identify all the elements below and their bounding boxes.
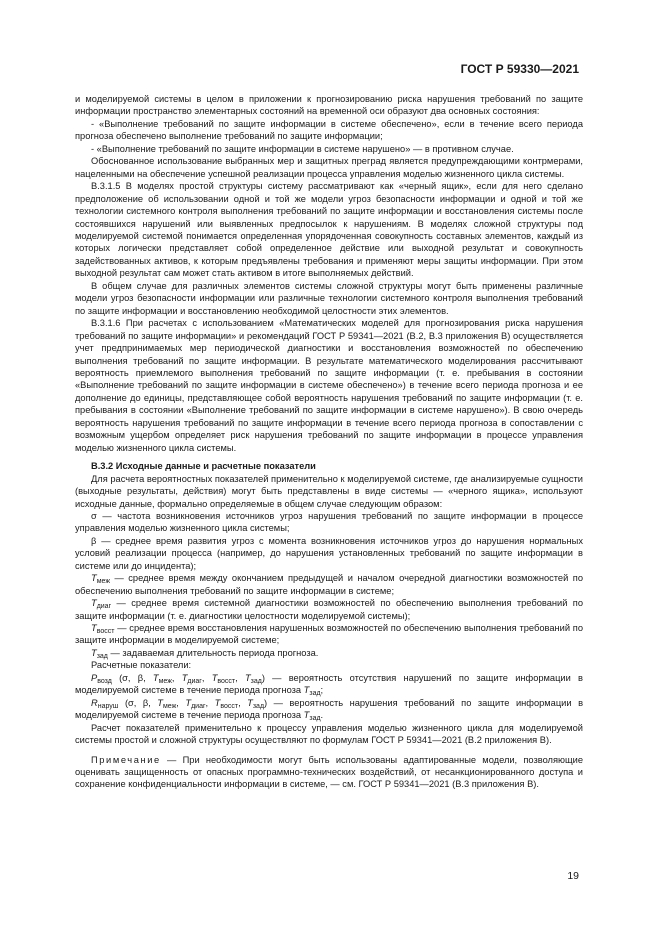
comma: , [201, 672, 212, 683]
paragraph: и моделируемой системы в целом в приложении к прогнозированию риска нарушения требований по защите информации пространство элементарных состояний на временной оси образуют два основных состояния: [75, 94, 583, 117]
list-item: - «Выполнение требований по защите информации в системе обеспечено», если в течение всего периода прогноза обеспечено выполнение требований по защите информации; [75, 118, 583, 142]
subscript: возд [97, 677, 112, 685]
semicolon: ; [320, 685, 324, 696]
comma: , [235, 672, 245, 683]
symbol-t: T [303, 710, 310, 721]
definition-text: — среднее время восстановления нарушенных возможностей по обеспечению выполнения требований по защите информации в моделируемой системе; [75, 623, 583, 646]
section-heading: В.3.2 Исходные данные и расчетные показатели [91, 461, 316, 472]
symbol-t: T [91, 623, 97, 634]
paragraph: Обоснованное использование выбранных мер и защитных преград является предупреждающими контрмерами, нацеленными на обеспечение успешной реализации процесса управления моделью жизненного цикла системы. [75, 156, 583, 179]
subscript: зад [309, 690, 321, 698]
definition-beta: β — среднее время развития угроз с момента возникновения источников угроз до нарушения нормальных условий реализации процесса (например, до нарушения установленных требований по защите информации в системе или до инцидента); [75, 535, 583, 571]
subscript: наруш [97, 702, 119, 710]
subscript: восст [220, 702, 239, 710]
subscript: восст [217, 677, 236, 685]
subscript: диаг [96, 603, 112, 611]
subscript: меж [96, 578, 110, 586]
subscript: меж [162, 702, 177, 710]
subscript: диаг [191, 702, 206, 710]
paragraph: Для расчета вероятностных показателей применительно к моделируемой системе, где анализируемые сущности (выходные результаты, действия) могут быть представлены в виде системы — «черного ящика», используют исходные данные, формально определяемые в общем случае следующим образом: [75, 473, 583, 509]
note [75, 754, 583, 791]
definition-t-vosst [75, 622, 583, 647]
subscript: зад [252, 702, 265, 710]
definition-text: — среднее время между окончанием предыдущей и началом очередной диагностики возможностей по обеспечению выполнения требований по защите информации в системе; [75, 573, 583, 596]
paragraph: Расчетные показатели: [91, 660, 192, 671]
note-label: Примечание [91, 754, 161, 765]
page-content [75, 93, 583, 791]
symbol-t: T [157, 697, 163, 708]
symbol-t: T [303, 685, 310, 696]
indicator-text: ) — вероятность отсутствия нарушений по защите информации в моделируемой системе в течение периода прогноза [75, 672, 583, 696]
paragraph: В.3.1.5 В моделях простой структуры систему рассматривают как «черный ящик», если для него сделано предположение об использовании одной и той же модели угроз безопасности информации и одной и той же технологии системного контроля выполнения требований по защите информации и восстановления системы после состоявшихся нарушений или выявленных предпосылок к нарушениям. В моделях сложной структуры под моделируемой системой понимается определенная упорядоченная совокупность составных элементов, каждый из которых логически представляет собой определенное действие или выходной результат и совокупность задействованных активов, к которым предъявлены требования и применяют меры защиты информации. При этом выходной результат сам может стать активом в итоге выполняемых действий. [75, 181, 583, 279]
symbol-t: T [181, 672, 188, 683]
symbol-t: T [91, 573, 97, 584]
indicator-r-narush [75, 697, 583, 722]
symbol-r: R [91, 697, 98, 708]
comma: , [171, 672, 182, 683]
symbol-t: T [185, 697, 192, 708]
symbol-t: T [91, 647, 97, 658]
paragraph: В общем случае для различных элементов системы сложной структуры могут быть применены различные модели угроз безопасности информации или различные технологии системного контроля выполнения требований по защите информации и восстановлению необходимой целостности этих элементов. [75, 280, 583, 316]
definition-text: — задаваемая длительность периода прогноза. [107, 647, 319, 658]
symbol-t: T [152, 672, 159, 683]
page-number: 19 [567, 870, 579, 882]
paragraph: Расчет показателей применительно к процессу управления моделью жизненного цикла для моделируемой системы простой и сложной структуры осуществляют по формулам ГОСТ Р 59341—2021 (В.2 приложения В). [75, 722, 583, 746]
subscript: меж [158, 677, 172, 685]
list-item: - «Выполнение требований по защите информации в системе нарушено» — в противном случае. [91, 143, 514, 154]
args-open: (σ, β, [119, 672, 153, 683]
subscript: диаг [187, 677, 202, 685]
args-open: (σ, β, [124, 697, 158, 708]
symbol-p: P [91, 672, 98, 683]
indicator-text: ) — вероятность нарушения требований по защите информации в моделируемой системе в течение периода прогноза [75, 697, 584, 721]
indicator-p-vozd [75, 672, 583, 697]
symbol-t: T [214, 697, 221, 708]
subscript: зад [309, 715, 321, 723]
definition-t-zad [75, 647, 583, 659]
symbol-t: T [91, 598, 97, 609]
comma: , [176, 697, 186, 708]
definition-text: — среднее время системной диагностики возможностей по обеспечению выполнения требований по защите информации (т. е. диагностики целостности моделируемой системы); [75, 598, 583, 621]
comma: , [205, 697, 215, 708]
definition-t-diag [75, 597, 583, 622]
paragraph: В.3.1.6 При расчетах с использованием «Математических моделей для прогнозирования риска нарушения требований по защите информации» и рекомендаций ГОСТ Р 59341—2021 (В.2, В.3 приложения В) осуществляется учет предпринимаемых мер периодической диагностики и восстановления возможностей по обеспечению выполнения требований по защите информации. В результате математического моделирования рассчитывают вероятность приемлемого выполнения требований по защите информации (т. е. пребывания в состоянии «Выполнение требований по защите информации в системе обеспечено») в течение всего периода прогноза и ее дополнение до единицы, представляющее собой вероятность нарушения требований по защите информации (т. е. пребывания в состоянии «Выполнение требований по защите информации в системе нарушено»). В свою очередь вероятность нарушения требований по защите информации в течение всего периода прогноза в сопоставлении с возможным ущербом определяет риск нарушения требований по защите информации в процессе управления моделью жизненного цикла системы. [75, 318, 583, 453]
document-code-header: ГОСТ Р 59330—2021 [460, 62, 579, 76]
symbol-t: T [211, 672, 218, 683]
symbol-t: T [244, 672, 251, 683]
subscript: зад [250, 677, 262, 685]
symbol-t: T [247, 697, 253, 708]
subscript: зад [96, 652, 108, 660]
definition-sigma: σ — частота возникновения источников угроз нарушения требований по защите информации в процессе управления моделью жизненного цикла системы; [75, 510, 583, 534]
note-text: — При необходимости могут быть использованы адаптированные модели, позволяющие оценивать защищенность от опасных программно-технических воздействий, от несанкционированного доступа и сохранение конфиденциальности информации в системе, — см. ГОСТ Р 59341—2021 (В.3 приложения В). [75, 754, 583, 790]
definition-t-mezh [75, 572, 583, 597]
subscript: восст [96, 628, 115, 636]
comma: , [238, 697, 248, 708]
period: . [320, 710, 324, 721]
